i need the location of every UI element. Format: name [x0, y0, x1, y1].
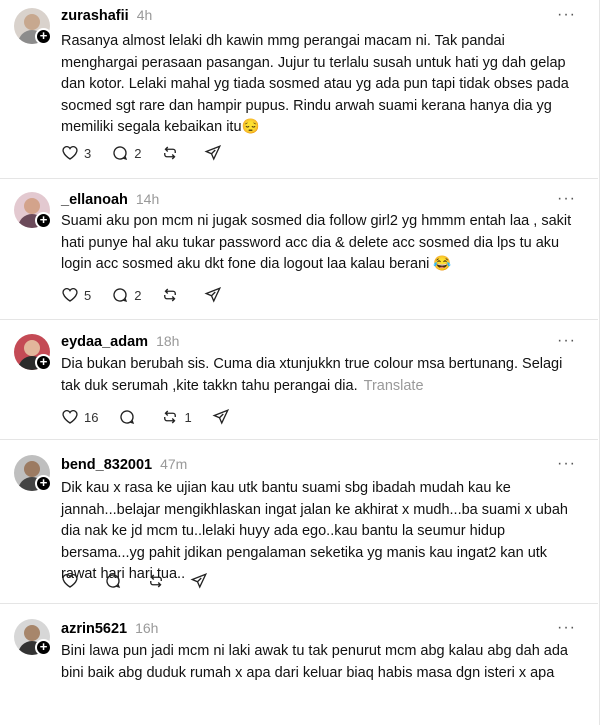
post-text: Rasanya almost lelaki dh kawin mmg perangai macam ni. Tak pandai menghargai perasaan pasangan. Jujur tu terlalu susah untuk hati yg dah gelap dan kotor. Lelaki mahal yg tiada sosmed atau yg ada pun tapi tidak obses pada socmed sgt rare dan hampir pupus. Rindu arwah suami kerana hanya dia yg memiliki segala kebaikan itu😔 — [61, 33, 569, 135]
repost-icon — [147, 572, 165, 590]
reply-button[interactable] — [118, 408, 141, 426]
follow-plus-icon[interactable]: + — [35, 475, 52, 492]
follow-plus-icon[interactable]: + — [35, 28, 52, 45]
username-text[interactable]: eydaa_adam — [61, 334, 149, 350]
more-icon[interactable]: ··· — [557, 619, 576, 636]
like-button[interactable] — [61, 144, 91, 162]
like-button[interactable] — [61, 408, 98, 426]
action-bar — [61, 285, 242, 305]
like-count: 5 — [84, 287, 92, 303]
share-button[interactable] — [190, 572, 208, 590]
post-text — [61, 354, 576, 397]
like-button[interactable] — [61, 572, 84, 590]
heart-icon — [61, 144, 79, 162]
share-button[interactable] — [212, 408, 230, 426]
reply-count: 2 — [134, 287, 142, 303]
like-count: 16 — [84, 409, 99, 425]
repost-button[interactable] — [161, 144, 184, 162]
more-icon[interactable]: ··· — [557, 332, 576, 349]
repost-button[interactable] — [161, 408, 191, 426]
like-button[interactable] — [61, 286, 91, 304]
comment-icon — [111, 286, 129, 304]
more-icon[interactable]: ··· — [557, 6, 576, 23]
post — [0, 440, 598, 604]
post-time: 4h — [136, 7, 153, 23]
repost-button[interactable] — [147, 572, 170, 590]
post-time: 14h — [135, 191, 160, 207]
post — [0, 320, 598, 440]
repost-icon — [161, 144, 179, 162]
share-button[interactable] — [204, 144, 222, 162]
comment-icon — [111, 144, 129, 162]
reply-button[interactable] — [104, 572, 127, 590]
post — [0, 0, 598, 179]
comment-icon — [118, 408, 136, 426]
follow-plus-icon[interactable]: + — [35, 212, 52, 229]
action-bar — [61, 143, 242, 163]
username-text[interactable]: zurashafii — [61, 8, 129, 24]
repost-icon — [161, 408, 179, 426]
post-time: 16h — [135, 620, 159, 636]
post — [0, 604, 598, 725]
post-time: 47m — [160, 456, 188, 472]
post-text: Suami aku pon mcm ni jugak sosmed dia follow girl2 yg hmmm entah laa , sakit hati punye hal aku tukar password acc dia & delete acc sosmed dia lps tu aku login acc sosmed aku dkt fone dia logout laa kalau berani 😂 — [61, 213, 572, 272]
username[interactable] — [61, 620, 158, 637]
post-text: Bini lawa pun jadi mcm ni laki awak tu tak penurut mcm abg kalau abg dah ada bini baik abg duduk rumah x apa dari keluar biaq habis masa dgn isteri x apa — [61, 643, 568, 681]
share-icon — [212, 408, 230, 426]
repost-button[interactable] — [161, 286, 184, 304]
heart-icon — [61, 572, 79, 590]
heart-icon — [61, 408, 79, 426]
action-bar — [61, 571, 228, 591]
more-icon[interactable]: ··· — [557, 190, 576, 207]
follow-plus-icon[interactable]: + — [35, 639, 52, 656]
username[interactable] — [61, 333, 179, 350]
username[interactable] — [61, 7, 152, 24]
reply-count: 2 — [134, 145, 142, 161]
action-bar — [61, 407, 250, 427]
follow-plus-icon[interactable]: + — [35, 354, 52, 371]
repost-count: 1 — [184, 409, 192, 425]
comment-icon — [104, 572, 122, 590]
translate-link[interactable]: Translate — [363, 377, 424, 394]
username[interactable] — [61, 456, 187, 473]
post — [0, 179, 598, 320]
share-button[interactable] — [204, 286, 222, 304]
reply-button[interactable] — [111, 286, 141, 304]
like-count: 3 — [84, 145, 92, 161]
more-icon[interactable]: ··· — [557, 455, 576, 472]
repost-icon — [161, 286, 179, 304]
username-text[interactable]: azrin5621 — [61, 621, 128, 637]
share-icon — [190, 572, 208, 590]
heart-icon — [61, 286, 79, 304]
post-time: 18h — [156, 333, 180, 349]
username-text[interactable]: bend_832001 — [61, 457, 153, 473]
share-icon — [204, 144, 222, 162]
post-text-body: Dia bukan berubah sis. Cuma dia xtunjukkn true colour msa bertunang. Selagi tak duk serumah ,kite takkn tahu perangai dia. — [61, 356, 563, 394]
username[interactable] — [61, 191, 159, 208]
reply-button[interactable] — [111, 144, 141, 162]
share-icon — [204, 286, 222, 304]
username-text[interactable]: _ellanoah — [61, 192, 128, 208]
post-text: Dik kau x rasa ke ujian kau utk bantu suami sbg ibadah mudah kau ke jannah...belajar mengikhlaskan ingat jalan ke akhirat x mudh...ba suami x ubah dia nak ke jd mcm tu..lelaki huyy ada ego..kau bantu la seumur hidup bersama...yg pahit jdikan pengalaman seketika yg manis kau ingat2 kan utk rawat hari hari tua.. — [61, 480, 568, 582]
